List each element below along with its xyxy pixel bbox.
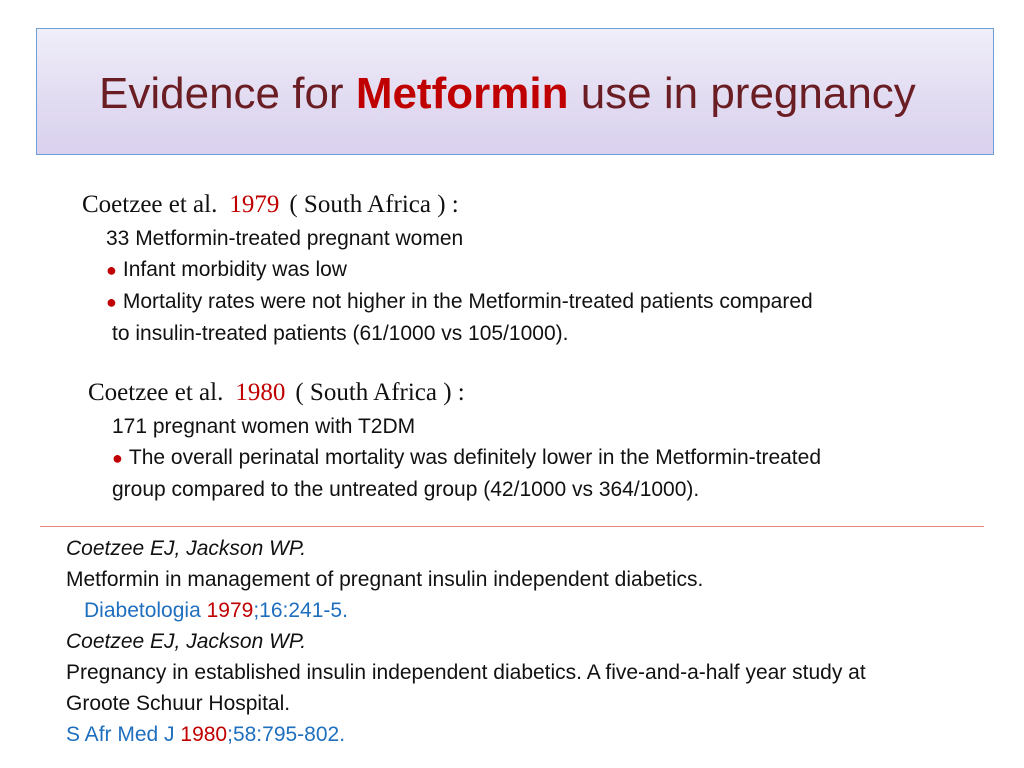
bullet-icon: ● [112,448,123,468]
reference-journal: Diabetologia 1979;16:241-5. [84,599,348,622]
reference-details: ;16:241-5. [253,599,348,622]
reference-title: Groote Schuur Hospital. [66,692,291,715]
bullet-item: ● Infant morbidity was low [106,258,347,281]
reference-year: 1980 [180,723,228,746]
study-author: Coetzee et al. [88,379,224,406]
study-1980 [88,378,821,505]
reference-authors: Coetzee EJ, Jackson WP. [66,630,307,653]
reference-title: Metformin in management of pregnant insulin independent diabetics. [66,568,704,591]
study-subject: 33 Metformin-treated pregnant women [106,227,464,250]
study-year: 1980 [235,379,286,406]
bullet-icon: ● [106,292,117,312]
bullet-item: ● Mortality rates were not higher in the Metformin-treated patients compared [106,290,813,313]
study-location: ( South Africa ) : [295,379,465,406]
study-subject: 171 pregnant women with T2DM [112,415,416,438]
study-heading [88,378,821,408]
study-year: 1979 [229,191,280,218]
references [66,533,996,750]
bullet-item: ● The overall perinatal mortality was definitely lower in the Metformin-treated [112,446,822,469]
study-location: ( South Africa ) : [289,191,459,218]
title-prefix: Evidence for [99,69,356,118]
reference-authors: Coetzee EJ, Jackson WP. [66,537,307,560]
bullet-continuation: group compared to the untreated group (42/1000 vs 364/1000). [112,478,700,501]
bullet-continuation: to insulin-treated patients (61/1000 vs 105/1000). [112,322,569,345]
title-suffix: use in pregnancy [568,69,916,118]
title-banner [36,28,994,155]
study-1979 [82,190,813,349]
title-highlight: Metformin [355,69,569,118]
reference-title: Pregnancy in established insulin independent diabetics. A five-and-a-half year study at [66,661,866,684]
slide-title [99,69,916,119]
reference-journal: S Afr Med J 1980;58:795-802. [66,723,346,746]
bullet-icon: ● [106,260,117,280]
study-author: Coetzee et al. [82,191,218,218]
reference-year: 1979 [206,599,254,622]
study-heading [82,190,813,220]
divider-line [40,526,984,527]
reference-details: ;58:795-802. [227,723,346,746]
